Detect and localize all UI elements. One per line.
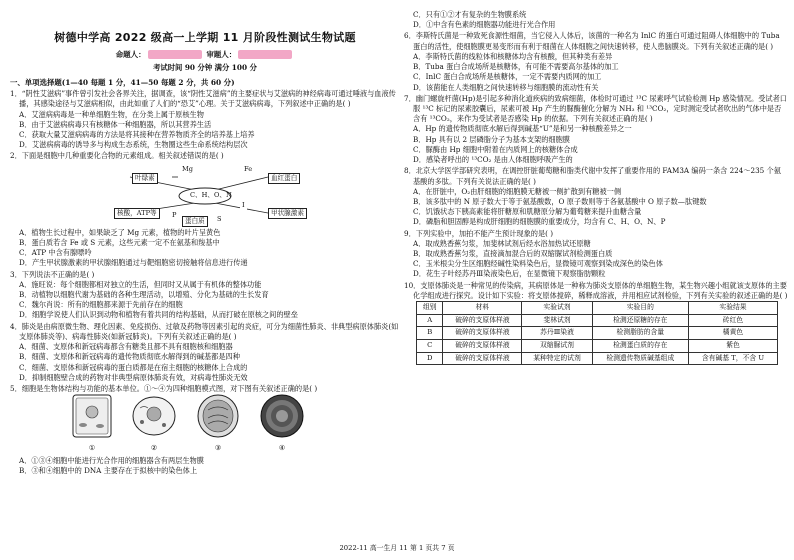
question-8 (404, 166, 788, 227)
question-stem: 4．肺炎是由病原微生物、理化因素、免疫损伤、过敏及药物等因素引起的炎症，可分为细菌性肺炎、非典型病原体肺炎(如支原体肺炎等)、病毒性肺炎(如新冠肺炎)。下列有关叙述正确的是( ) (10, 321, 399, 341)
table-row (417, 314, 778, 327)
table-row (417, 327, 778, 340)
question-stem: 6．李斯特氏菌是一种致死食源性细菌，当它侵入人体后，该菌的一种名为 InlC 的蛋白可通过阻碍人体细胞中的 Tuba 蛋白的活性，使细胞膜更易变形而有利于细菌在人体细胞之间快速转移，使人患脑膜炎。下列有关叙述正确的是( ) (404, 31, 780, 51)
compound-element-diagram (10, 163, 400, 227)
option-d: D．抑制细胞壁合成的药物对非典型病原体肺炎有效，对病毒性肺炎无效 (19, 372, 248, 382)
question-stem: 3．下列说法不正确的是( ) (10, 269, 95, 279)
option-b: B．动植物以细胞代谢为基础的各种生理活动，以增殖、分化为基础的生长发育 (19, 289, 269, 299)
question-5 (10, 384, 400, 477)
chon-label: C、H、O、N (190, 190, 232, 199)
cyanobacteria-icon (258, 392, 306, 440)
option-a: A．细菌、支原体和新冠病毒都含有糖类且都不具有细胞核和细胞器 (19, 342, 233, 352)
option-c: C．ATP 中含有腺嘌呤 (19, 248, 92, 258)
table-cell: 破碎的支原体样液 (443, 327, 522, 340)
cell-label: ② (150, 444, 158, 453)
option-c: C．饥饿状态下胰高素能将肝糖原和肌糖原分解为葡萄糖来提升血糖含量 (413, 207, 642, 217)
p-label: P (172, 210, 177, 219)
option-d: D．该菌能在人类细胞之间快速转移与细胞膜的流动性有关 (413, 82, 599, 92)
cell-label: ④ (278, 444, 286, 453)
question-stem: 7．幽门螺旋杆菌(Hp)是引起多种消化道疾病的致病细菌，体检时可通过 ¹³C 尿素呼气试验检测 Hp 感染情况。受试者口服 ¹³C 标记的尿素胶囊后，尿素可被 Hp 产生的脲酶催化分解为 NH₃ 和 ¹³CO₂，定时测定受试者吹出的气体中是否含有 ¹³CO₂，来作为受试者是否感染 Hp 的依据。下列有关叙述正确的是( ) (404, 93, 787, 124)
mg-label: Mg (182, 164, 193, 173)
option-b: B．该多肽中的 N 原子数大于等于氨基酸数，O 原子数则等于各氨基酸中 O 原子数—肽键数 (413, 196, 707, 206)
cell-diagram-4 (258, 392, 306, 454)
option-a: A．取成熟香蕉匀浆，加斐林试剂后经水浴加热试还原糖 (413, 238, 591, 248)
option-d: D．细胞学说使人们认识到动物和植物有着共同的结构基础，从而打破在原核之间的壁垒 (19, 310, 298, 320)
experiment-table (416, 301, 778, 365)
table-row (417, 352, 778, 365)
option-c: C．魏尔肖说：所有的细胞都来源于先前存在的细胞 (19, 300, 183, 310)
table-cell: 苏丹Ⅲ染液 (522, 327, 592, 340)
option-b: B．取成熟香蕉匀浆，直接滴加混合后的双缩脲试剂检测蛋白质 (413, 249, 613, 259)
reviewer-label: 审题人： (206, 49, 237, 59)
chlorophyll-box: 叶绿素 (132, 173, 158, 184)
option-b: B．③和④细胞中的 DNA 主要存在于拟核中的染色体上 (19, 466, 198, 476)
redacted-name (238, 50, 292, 59)
option-c: C．脲酶由 Hp 细胞中附着在内质网上的核糖体合成 (413, 144, 578, 154)
hemoglobin-box: 血红蛋白 (268, 173, 300, 184)
left-column (10, 0, 400, 477)
question-6 (404, 31, 788, 92)
question-stem: 1．“阴性艾滋病”事件曾引发社会各界关注，据调查，该“阴性艾滋病”的主要症状与艾滋病的神经病毒可通过唾液与血液传播，其感染途径与艾滋病相似，由此如重了人们的“恐艾”心理。关于艾滋病病毒，下列叙述中正确的是( ) (10, 89, 396, 109)
option-b: B．蛋白质若含 Fe 或 S 元素，这些元素一定不在氨基和羧基中 (19, 237, 220, 247)
page-footer: 2022-11 高一生月 11 第 1 页共 7 页 (339, 544, 455, 553)
table-header: 实验目的 (592, 302, 688, 315)
plant-cell-icon (70, 392, 114, 440)
option-a: A．艾滋病病毒是一种单细胞生物，在分类上属于原核生物 (19, 109, 204, 119)
option-a: A．李斯特氏菌的线粒体和核糖体均含有核酸，但其种类有差异 (413, 51, 613, 61)
animal-cell-icon (130, 392, 178, 440)
cell-diagram-2 (130, 392, 178, 454)
question-stem: 8．北京大学医学部研究表明，在调控肝脏葡萄糖和脂类代谢中发挥了重要作用的 FAM3A 编码一条含 224～235 个氨基酸的多肽。下列有关说法正确的是( ) (404, 166, 781, 186)
table-cell: 砖红色 (689, 314, 778, 327)
table-cell: C (417, 340, 443, 353)
table-cell: 双缩脲试剂 (522, 340, 592, 353)
table-cell: 斐林试剂 (522, 314, 592, 327)
option-c: C．InlC 蛋白合成场所是核糖体，一定不需要内质网的加工 (413, 72, 602, 82)
protein-box: 蛋白质 (182, 216, 208, 227)
table-header-row (417, 302, 778, 315)
table-cell: 破碎的支原体样液 (443, 314, 522, 327)
option-b: B．细菌、支原体和新冠病毒的遗传物质彻底水解得到的碱基都是四种 (19, 352, 240, 362)
question-9 (404, 229, 788, 280)
option-c: C．细菌、支原体和新冠病毒的蛋白质都是在宿主细胞的核糖体上合成的 (19, 362, 248, 372)
redacted-name (148, 50, 202, 59)
option-c: C．只有①②才有复杂的生物膜系统 (413, 10, 527, 19)
table-row (417, 340, 778, 353)
option-b: B．Tuba 蛋白合成场所是核糖体，有可能不需要高尔基体的加工 (413, 62, 619, 72)
section-heading: 一、单项选择题(1—40 每题 1 分，41—50 每题 2 分，共 60 分) (10, 77, 235, 87)
option-c: C．玉米根尖分生区细胞经碱性染料染色后，显微镜可观察到染成深色的染色体 (413, 259, 663, 269)
setter-label: 命题人： (115, 49, 146, 59)
i-label: I (242, 200, 245, 209)
table-cell: 检测还原糖的存在 (592, 314, 688, 327)
question-10 (404, 281, 788, 366)
table-cell: 某种特定的试剂 (522, 352, 592, 365)
exam-title: 树德中学高 2022 级高一上学期 11 月阶段性测试生物试题 (54, 31, 356, 44)
right-column (404, 10, 788, 365)
table-header: 材料 (443, 302, 522, 315)
cell-label: ① (88, 444, 96, 453)
table-cell: 检测脂肪的含量 (592, 327, 688, 340)
question-4 (10, 322, 400, 383)
table-cell: 橘黄色 (689, 327, 778, 340)
option-b: B．Hp 具有以 2 层磷脂分子为基本支架的细胞膜 (413, 134, 570, 144)
table-cell: 破碎的支原体样液 (443, 340, 522, 353)
option-a: A．在肝脏中，O₂由肝细胞的细胞膜无糖被一侧扩散到有糖被一侧 (413, 186, 622, 196)
algal-cell-icon (194, 392, 242, 440)
option-a: A．施旺说：每个细胞都相对独立的生活，但同时又从属于有机体的整体功能 (19, 279, 262, 289)
question-stem: 5．细胞是生物体结构与功能的基本单位。①～④为四种细胞模式图，对下图有关叙述正确的是( ) (10, 383, 318, 393)
thyroid-hormone-box: 甲状腺激素 (268, 208, 307, 219)
table-header: 实验结果 (689, 302, 778, 315)
option-d: D．磷脂和胆固醇是构成肝细胞的细胞膜的重要成分，均含有 C、H、O、N、P (413, 217, 666, 227)
question-3 (10, 270, 400, 321)
question-stem: 2．下面是细胞中几种重要化合物的元素组成。相关叙述错误的是( ) (10, 151, 224, 161)
fe-label: Fe (244, 164, 253, 173)
option-d: D．感染者呼出的 ¹³CO₂ 是由人体细胞呼吸产生的 (413, 155, 573, 165)
table-cell: D (417, 352, 443, 365)
cell-diagram-1 (70, 392, 114, 454)
question-stem: 9．下列实验中，加拍不能产生预计现象的是( ) (404, 228, 554, 238)
question-2 (10, 151, 400, 268)
table-header: 实验试剂 (522, 302, 592, 315)
option-a: A．①③④细胞中能进行光合作用的细胞器含有两层生物膜 (19, 456, 204, 466)
option-d: D．艾滋病病毒的诱导多与构成生态系统，生物圈这些生命系统结构层次 (19, 140, 248, 150)
nucleic-atp-box: 核酸，ATP等 (114, 208, 160, 219)
cell-diagrams (10, 396, 400, 454)
table-cell: B (417, 327, 443, 340)
cell-diagram-3 (194, 392, 242, 454)
option-d: D．产生甲状腺激素的甲状腺细胞通过与靶细胞密切接触将信息进行传递 (19, 258, 248, 268)
s-label: S (217, 214, 222, 223)
exam-info: 考试时间 90 分钟 满分 100 分 (153, 63, 257, 73)
option-d: D．①中含有色素的细胞器功能进行光合作用 (413, 20, 556, 30)
option-c: C．获取大量艾滋病病毒的方法是将其接种在营养物质齐全的培养基上培养 (19, 130, 255, 139)
option-b: B．由于艾滋病病毒只有核糖体一种细胞器，所以其营养生活 (19, 119, 212, 129)
table-header: 组别 (417, 302, 443, 315)
table-cell: 含有碱基 T，不含 U (689, 352, 778, 365)
author-line (10, 50, 400, 61)
table-cell: 破碎的支原体样液 (443, 352, 522, 365)
table-cell: 检测蛋白质的存在 (592, 340, 688, 353)
table-cell: 检测遗传物质碱基组成 (592, 352, 688, 365)
option-d: D．花生子叶经苏丹Ⅲ染液染色后，在显微镜下观察脂肪颗粒 (413, 269, 606, 279)
table-cell: A (417, 314, 443, 327)
table-cell: 紫色 (689, 340, 778, 353)
question-stem: 10．支原体肺炎是一种常见的传染病，其病原体是一种称为肺炎支原体的单细胞生物，某生物兴趣小组就该支原体的主要化学组成进行探究。设计如下实验：将支原体搅碎，稀释成溶液，并用相应试剂检验，下列有关实验的叙述正确的是( ) (404, 280, 788, 300)
question-7 (404, 94, 788, 166)
cell-label: ③ (214, 444, 222, 453)
question-1 (10, 89, 400, 150)
option-a: A．Hp 的遗传物质彻底水解后得到碱基“U”是和另一种核酸差异之一 (413, 124, 632, 134)
option-a: A．植物生长过程中，如果缺乏了 Mg 元素，植物的叶片呈黄色 (19, 227, 221, 237)
